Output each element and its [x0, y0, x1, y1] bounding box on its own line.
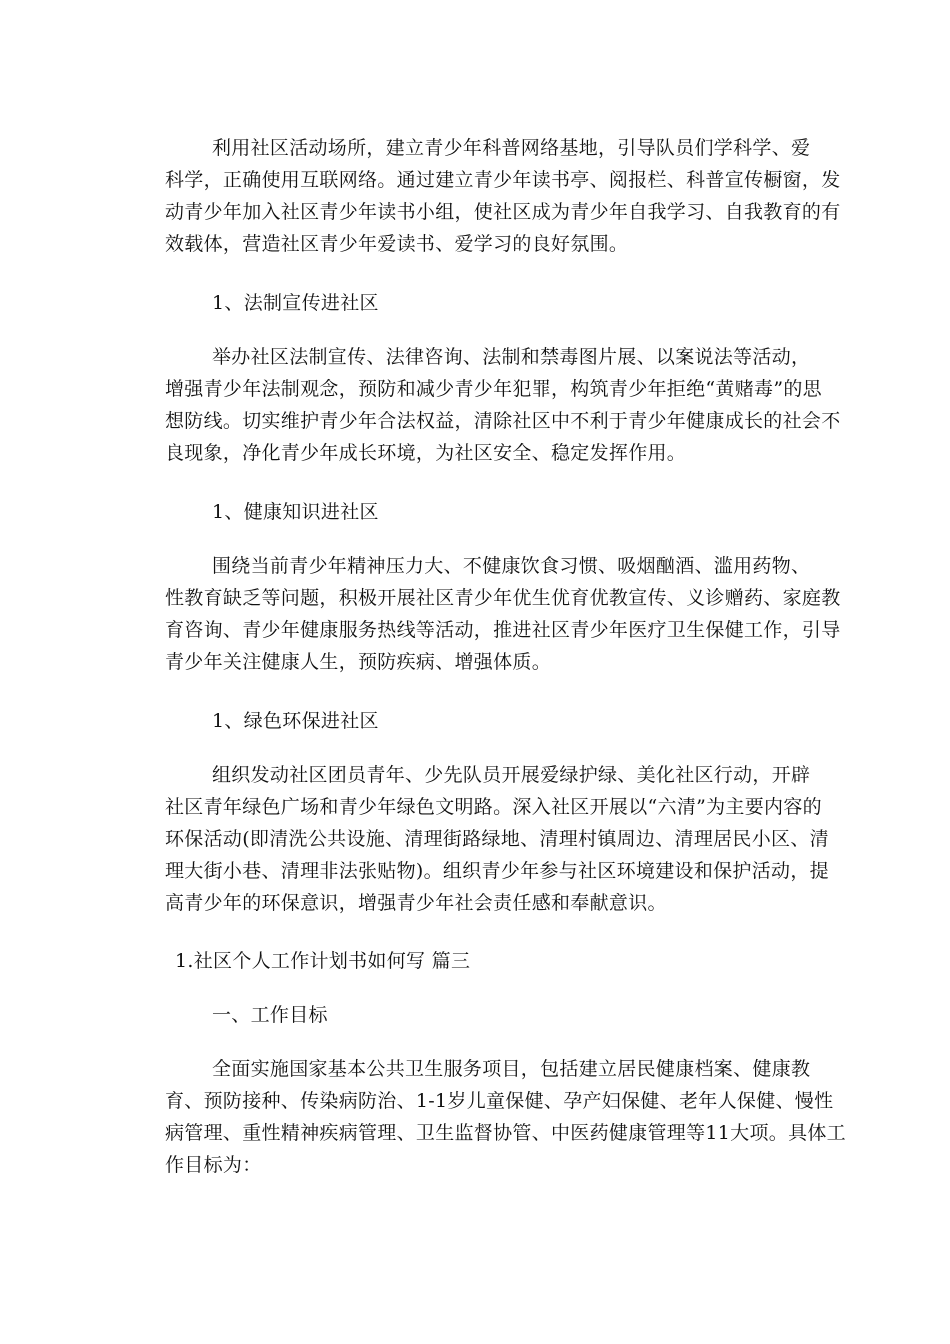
text-line: 利用社区活动场所，建立青少年科普网络基地，引导队员们学科学、爱: [212, 137, 811, 159]
heading-work-goals: [165, 999, 805, 1031]
text-line: 病管理、重性精神疾病管理、卫生监督协管、中医药健康管理等11大项。具体工: [165, 1122, 846, 1144]
text-line: 组织发动社区团员青年、少先队员开展爱绿护绿、美化社区行动，开辟: [212, 764, 811, 786]
text-line: 青少年关注健康人生，预防疾病、增强体质。: [165, 651, 552, 673]
text-line: 良现象，净化青少年成长环境，为社区安全、稳定发挥作用。: [165, 442, 687, 464]
text-line: 理大街小巷、清理非法张贴物)。组织青少年参与社区环境建设和保护活动，提: [165, 860, 829, 882]
text-line: 社区青年绿色广场和青少年绿色文明路。深入社区开展以“六清”为主要内容的: [165, 796, 822, 818]
text-line: 围绕当前青少年精神压力大、不健康饮食习惯、吸烟酗酒、滥用药物、: [212, 555, 811, 577]
text-line: 效载体，营造社区青少年爱读书、爱学习的良好氛围。: [165, 233, 629, 255]
text-line: 动青少年加入社区青少年读书小组，使社区成为青少年自我学习、自我教育的有: [165, 201, 841, 223]
section-heading: 1、法制宣传进社区: [212, 292, 379, 314]
text-line: 想防线。切实维护青少年合法权益，清除社区中不利于青少年健康成长的社会不: [165, 410, 841, 432]
text-line: 作目标为：: [165, 1154, 262, 1176]
text-line: 环保活动(即清洗公共设施、清理街路绿地、清理村镇周边、清理居民小区、清: [165, 828, 829, 850]
paragraph-work-goals: [165, 1053, 846, 1181]
heading-green-environment: [165, 705, 805, 737]
paragraph-health-knowledge: [165, 550, 841, 678]
text-line: 性教育缺乏等问题，积极开展社区青少年优生优育优教宣传、义诊赠药、家庭教: [165, 587, 841, 609]
text-line: 科学，正确使用互联网络。通过建立青少年读书亭、阅报栏、科普宣传橱窗，发: [165, 169, 841, 191]
paragraph-science-network: [165, 132, 841, 260]
heading-legal-publicity: [165, 287, 805, 319]
text-line: 全面实施国家基本公共卫生服务项目，包括建立居民健康档案、健康教: [212, 1058, 811, 1080]
section-heading: 一、工作目标: [212, 1004, 328, 1026]
text-line: 高青少年的环保意识，增强青少年社会责任感和奉献意识。: [165, 892, 667, 914]
article-title-text: 1.社区个人工作计划书如何写 篇三: [175, 950, 471, 972]
section-heading: 1、健康知识进社区: [212, 501, 379, 523]
paragraph-legal-publicity: [165, 341, 841, 469]
section-heading: 1、绿色环保进社区: [212, 710, 379, 732]
heading-health-knowledge: [165, 496, 805, 528]
text-line: 举办社区法制宣传、法律咨询、法制和禁毒图片展、以案说法等活动，: [212, 346, 811, 368]
text-line: 育咨询、青少年健康服务热线等活动，推进社区青少年医疗卫生保健工作，引导: [165, 619, 841, 641]
article-title: [165, 945, 805, 977]
text-line: 育、预防接种、传染病防治、1-1岁儿童保健、孕产妇保健、老年人保健、慢性: [165, 1090, 834, 1112]
paragraph-green-environment: [165, 759, 829, 919]
text-line: 增强青少年法制观念，预防和减少青少年犯罪，构筑青少年拒绝“黄赌毒”的思: [165, 378, 822, 400]
